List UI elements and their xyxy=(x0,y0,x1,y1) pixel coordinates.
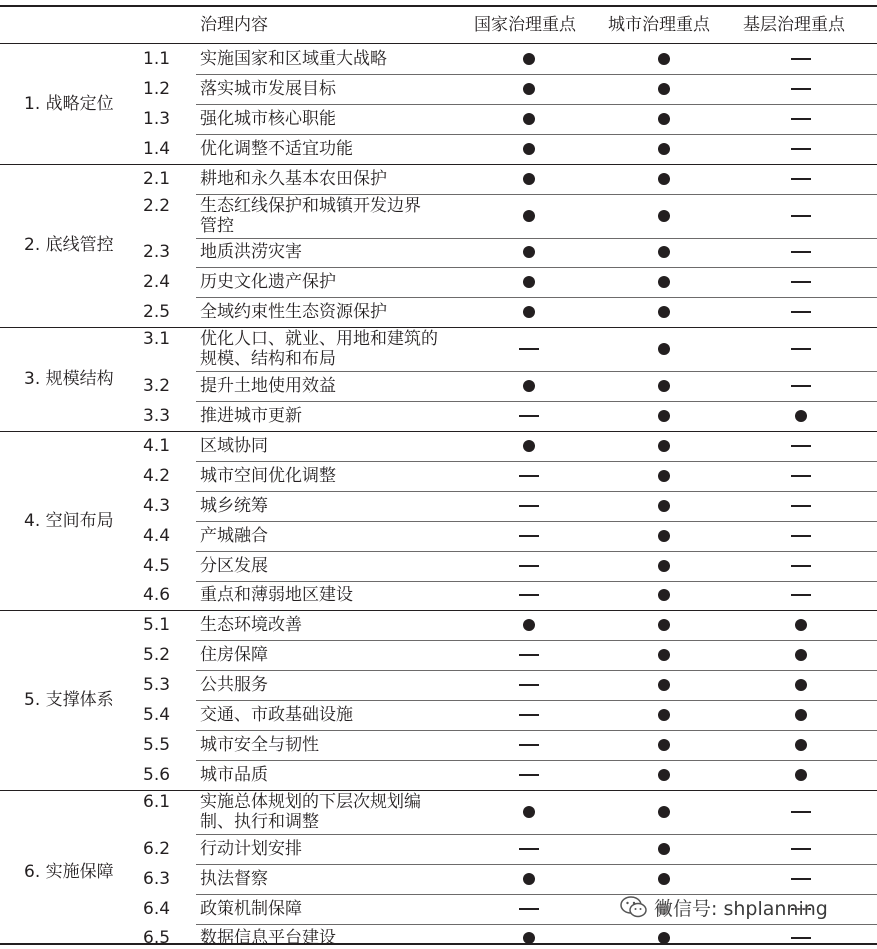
row-number: 4.2 xyxy=(143,465,171,486)
group-label: 2. 底线管控 xyxy=(24,235,114,256)
not-applicable-dash-national xyxy=(514,499,544,513)
not-applicable-dash-grassroots xyxy=(786,142,816,156)
row-number: 3.3 xyxy=(143,406,171,427)
dot-mark xyxy=(658,649,670,661)
row-number: 4.6 xyxy=(143,585,171,606)
row-divider xyxy=(196,238,877,239)
dash-mark xyxy=(791,281,811,283)
dot-mark xyxy=(658,470,670,482)
dash-mark xyxy=(791,385,811,387)
not-applicable-dash-national xyxy=(514,469,544,483)
focus-dot-national xyxy=(514,439,544,453)
dash-mark xyxy=(791,251,811,253)
dot-mark xyxy=(523,210,535,222)
row-divider xyxy=(196,297,877,298)
dash-mark xyxy=(791,148,811,150)
focus-dot-city xyxy=(649,738,679,752)
focus-dot-grassroots xyxy=(786,738,816,752)
dash-mark xyxy=(519,908,539,910)
row-divider xyxy=(196,401,877,402)
row-content: 执法督察 xyxy=(200,868,268,889)
dot-mark xyxy=(658,769,670,781)
row-number: 6.5 xyxy=(143,928,171,949)
top-rule xyxy=(0,5,877,7)
focus-dot-city xyxy=(649,708,679,722)
focus-dot-city xyxy=(649,872,679,886)
not-applicable-dash-grassroots xyxy=(786,931,816,945)
group-divider xyxy=(0,790,877,791)
group-label: 5. 支撑体系 xyxy=(24,690,114,711)
focus-dot-city xyxy=(649,142,679,156)
row-content: 实施总体规划的下层次规划编 xyxy=(200,791,421,812)
not-applicable-dash-national xyxy=(514,842,544,856)
not-applicable-dash-grassroots xyxy=(786,842,816,856)
not-applicable-dash-national xyxy=(514,902,544,916)
focus-dot-grassroots xyxy=(786,648,816,662)
focus-dot-national xyxy=(514,82,544,96)
focus-dot-city xyxy=(649,529,679,543)
dash-mark xyxy=(519,684,539,686)
not-applicable-dash-grassroots xyxy=(786,379,816,393)
dot-mark xyxy=(658,113,670,125)
row-number: 1.1 xyxy=(143,48,171,69)
dot-mark xyxy=(658,143,670,155)
not-applicable-dash-national xyxy=(514,648,544,662)
not-applicable-dash-grassroots xyxy=(786,172,816,186)
not-applicable-dash-national xyxy=(514,409,544,423)
row-divider xyxy=(196,521,877,522)
row-number: 4.4 xyxy=(143,525,171,546)
row-content: 提升土地使用效益 xyxy=(200,376,336,397)
row-number: 6.1 xyxy=(143,791,171,812)
not-applicable-dash-national xyxy=(514,588,544,602)
not-applicable-dash-grassroots xyxy=(786,469,816,483)
dot-mark xyxy=(795,679,807,691)
dash-mark xyxy=(519,505,539,507)
row-content: 落实城市发展目标 xyxy=(200,78,336,99)
row-divider xyxy=(196,461,877,462)
not-applicable-dash-grassroots xyxy=(786,872,816,886)
not-applicable-dash-grassroots xyxy=(786,305,816,319)
row-content: 优化调整不适宜功能 xyxy=(200,138,353,159)
row-content: 城乡统筹 xyxy=(200,495,268,516)
row-divider xyxy=(196,640,877,641)
focus-dot-national xyxy=(514,209,544,223)
focus-dot-national xyxy=(514,931,544,945)
dot-mark xyxy=(523,932,535,944)
row-content: 行动计划安排 xyxy=(200,838,302,859)
dash-mark xyxy=(519,654,539,656)
focus-dot-national xyxy=(514,872,544,886)
row-divider xyxy=(196,371,877,372)
group-divider xyxy=(0,164,877,165)
dash-mark xyxy=(791,505,811,507)
not-applicable-dash-grassroots xyxy=(786,529,816,543)
row-number: 1.3 xyxy=(143,108,171,129)
dot-mark xyxy=(658,440,670,452)
dot-mark xyxy=(523,143,535,155)
focus-dot-national xyxy=(514,379,544,393)
focus-dot-national xyxy=(514,245,544,259)
group-divider xyxy=(0,431,877,432)
not-applicable-dash-grassroots xyxy=(786,245,816,259)
dot-mark xyxy=(658,806,670,818)
bottom-rule xyxy=(0,943,877,945)
focus-dot-city xyxy=(649,172,679,186)
row-content: 耕地和永久基本农田保护 xyxy=(200,168,387,189)
row-content-line2: 管控 xyxy=(200,215,234,236)
row-divider xyxy=(196,670,877,671)
dash-mark xyxy=(519,594,539,596)
header-grassroots: 基层治理重点 xyxy=(743,15,845,35)
dot-mark xyxy=(658,343,670,355)
row-number: 5.6 xyxy=(143,764,171,785)
row-number: 5.1 xyxy=(143,615,171,636)
watermark-text: 微信号: shplanning xyxy=(654,898,828,920)
focus-dot-grassroots xyxy=(786,708,816,722)
row-number: 5.5 xyxy=(143,734,171,755)
row-number: 5.3 xyxy=(143,675,171,696)
row-content: 重点和薄弱地区建设 xyxy=(200,585,353,606)
dot-mark xyxy=(523,276,535,288)
focus-dot-city xyxy=(649,112,679,126)
focus-dot-national xyxy=(514,112,544,126)
not-applicable-dash-national xyxy=(514,342,544,356)
focus-dot-grassroots xyxy=(786,618,816,632)
group-label: 4. 空间布局 xyxy=(24,510,114,531)
row-content: 政策机制保障 xyxy=(200,898,302,919)
dash-mark xyxy=(791,848,811,850)
dash-mark xyxy=(791,535,811,537)
not-applicable-dash-grassroots xyxy=(786,499,816,513)
row-content: 地质洪涝灾害 xyxy=(200,242,302,263)
row-number: 1.2 xyxy=(143,78,171,99)
focus-dot-city xyxy=(649,305,679,319)
dot-mark xyxy=(658,246,670,258)
dot-mark xyxy=(658,210,670,222)
focus-dot-city xyxy=(649,209,679,223)
not-applicable-dash-grassroots xyxy=(786,439,816,453)
focus-dot-national xyxy=(514,805,544,819)
dot-mark xyxy=(658,560,670,572)
row-content: 分区发展 xyxy=(200,555,268,576)
dot-mark xyxy=(795,410,807,422)
dash-mark xyxy=(519,565,539,567)
focus-dot-national xyxy=(514,275,544,289)
dot-mark xyxy=(658,679,670,691)
dot-mark xyxy=(658,843,670,855)
group-label: 3. 规模结构 xyxy=(24,369,114,390)
dash-mark xyxy=(791,594,811,596)
focus-dot-city xyxy=(649,842,679,856)
row-number: 5.2 xyxy=(143,645,171,666)
dash-mark xyxy=(791,811,811,813)
group-divider xyxy=(0,610,877,611)
row-divider xyxy=(196,134,877,135)
dash-mark xyxy=(519,415,539,417)
row-divider xyxy=(196,74,877,75)
row-divider xyxy=(196,834,877,835)
row-content: 数据信息平台建设 xyxy=(200,928,336,949)
not-applicable-dash-national xyxy=(514,529,544,543)
dash-mark xyxy=(519,848,539,850)
focus-dot-city xyxy=(649,931,679,945)
dot-mark xyxy=(658,53,670,65)
row-divider xyxy=(196,864,877,865)
dot-mark xyxy=(523,380,535,392)
row-divider xyxy=(196,194,877,195)
focus-dot-city xyxy=(649,82,679,96)
row-number: 2.4 xyxy=(143,272,171,293)
focus-dot-national xyxy=(514,52,544,66)
dash-mark xyxy=(519,475,539,477)
focus-dot-city xyxy=(649,379,679,393)
row-content: 全域约束性生态资源保护 xyxy=(200,302,387,323)
dot-mark xyxy=(523,83,535,95)
focus-dot-city xyxy=(649,439,679,453)
focus-dot-city xyxy=(649,618,679,632)
dot-mark xyxy=(658,873,670,885)
dash-mark xyxy=(519,348,539,350)
row-divider xyxy=(196,760,877,761)
not-applicable-dash-grassroots xyxy=(786,52,816,66)
focus-dot-national xyxy=(514,305,544,319)
not-applicable-dash-grassroots xyxy=(786,82,816,96)
dash-mark xyxy=(519,744,539,746)
dash-mark xyxy=(791,88,811,90)
focus-dot-national xyxy=(514,142,544,156)
row-number: 4.3 xyxy=(143,495,171,516)
dot-mark xyxy=(523,246,535,258)
not-applicable-dash-national xyxy=(514,678,544,692)
not-applicable-dash-grassroots xyxy=(786,275,816,289)
dash-mark xyxy=(519,535,539,537)
dot-mark xyxy=(523,619,535,631)
focus-dot-grassroots xyxy=(786,678,816,692)
dot-mark xyxy=(658,276,670,288)
dash-mark xyxy=(791,878,811,880)
row-divider xyxy=(196,700,877,701)
focus-dot-city xyxy=(649,275,679,289)
focus-dot-national xyxy=(514,172,544,186)
row-divider xyxy=(196,267,877,268)
row-divider xyxy=(196,491,877,492)
row-number: 6.3 xyxy=(143,868,171,889)
row-number: 6.4 xyxy=(143,898,171,919)
dot-mark xyxy=(658,589,670,601)
row-content: 实施国家和区域重大战略 xyxy=(200,48,387,69)
row-number: 5.4 xyxy=(143,705,171,726)
not-applicable-dash-national xyxy=(514,768,544,782)
dot-mark xyxy=(658,83,670,95)
row-divider xyxy=(196,730,877,731)
row-content: 交通、市政基础设施 xyxy=(200,705,353,726)
row-content-line2: 制、执行和调整 xyxy=(200,811,319,832)
dot-mark xyxy=(658,932,670,944)
row-content: 生态红线保护和城镇开发边界 xyxy=(200,195,421,216)
row-content: 历史文化遗产保护 xyxy=(200,272,336,293)
row-number: 6.2 xyxy=(143,838,171,859)
watermark xyxy=(620,894,828,923)
focus-dot-city xyxy=(649,805,679,819)
dash-mark xyxy=(791,58,811,60)
dot-mark xyxy=(795,649,807,661)
dot-mark xyxy=(795,709,807,721)
group-label: 6. 实施保障 xyxy=(24,861,114,882)
dot-mark xyxy=(523,173,535,185)
dot-mark xyxy=(523,113,535,125)
group-divider xyxy=(0,327,877,328)
focus-dot-national xyxy=(514,618,544,632)
not-applicable-dash-national xyxy=(514,738,544,752)
row-content: 区域协同 xyxy=(200,435,268,456)
dash-mark xyxy=(791,215,811,217)
focus-dot-city xyxy=(649,559,679,573)
row-content: 优化人口、就业、用地和建筑的 xyxy=(200,329,438,350)
row-content: 城市品质 xyxy=(200,764,268,785)
row-content: 住房保障 xyxy=(200,645,268,666)
group-label: 1. 战略定位 xyxy=(24,93,114,114)
dot-mark xyxy=(523,873,535,885)
dash-mark xyxy=(519,774,539,776)
dot-mark xyxy=(523,806,535,818)
row-divider xyxy=(196,581,877,582)
header-city: 城市治理重点 xyxy=(608,15,710,35)
row-content: 城市安全与韧性 xyxy=(200,734,319,755)
not-applicable-dash-grassroots xyxy=(786,209,816,223)
row-content: 公共服务 xyxy=(200,675,268,696)
row-number: 2.5 xyxy=(143,302,171,323)
row-number: 2.3 xyxy=(143,242,171,263)
dot-mark xyxy=(523,440,535,452)
row-content: 推进城市更新 xyxy=(200,406,302,427)
wechat-icon xyxy=(620,896,648,923)
focus-dot-grassroots xyxy=(786,409,816,423)
row-content: 城市空间优化调整 xyxy=(200,465,336,486)
focus-dot-city xyxy=(649,648,679,662)
focus-dot-city xyxy=(649,342,679,356)
dot-mark xyxy=(658,530,670,542)
focus-dot-city xyxy=(649,768,679,782)
row-divider xyxy=(196,551,877,552)
dot-mark xyxy=(658,410,670,422)
dot-mark xyxy=(795,739,807,751)
header-national: 国家治理重点 xyxy=(474,15,576,35)
dash-mark xyxy=(791,475,811,477)
not-applicable-dash-grassroots xyxy=(786,342,816,356)
row-divider xyxy=(196,104,877,105)
dot-mark xyxy=(658,709,670,721)
dot-mark xyxy=(795,769,807,781)
dash-mark xyxy=(791,118,811,120)
dot-mark xyxy=(658,619,670,631)
header-content: 治理内容 xyxy=(200,15,268,35)
dash-mark xyxy=(791,178,811,180)
dot-mark xyxy=(523,306,535,318)
row-number: 4.5 xyxy=(143,555,171,576)
focus-dot-city xyxy=(649,245,679,259)
dot-mark xyxy=(658,500,670,512)
focus-dot-city xyxy=(649,588,679,602)
row-number: 2.1 xyxy=(143,168,171,189)
focus-dot-city xyxy=(649,499,679,513)
row-content-line2: 规模、结构和布局 xyxy=(200,349,336,370)
dash-mark xyxy=(791,445,811,447)
row-number: 4.1 xyxy=(143,435,171,456)
dot-mark xyxy=(658,173,670,185)
not-applicable-dash-national xyxy=(514,708,544,722)
dash-mark xyxy=(791,311,811,313)
focus-dot-city xyxy=(649,678,679,692)
focus-dot-city xyxy=(649,409,679,423)
dash-mark xyxy=(791,565,811,567)
focus-dot-city xyxy=(649,469,679,483)
row-number: 3.1 xyxy=(143,329,171,350)
dot-mark xyxy=(795,619,807,631)
row-content: 强化城市核心职能 xyxy=(200,108,336,129)
header-rule xyxy=(0,43,877,44)
dash-mark xyxy=(791,937,811,939)
not-applicable-dash-grassroots xyxy=(786,559,816,573)
not-applicable-dash-grassroots xyxy=(786,805,816,819)
row-divider xyxy=(196,924,877,925)
dot-mark xyxy=(658,380,670,392)
not-applicable-dash-grassroots xyxy=(786,588,816,602)
dash-mark xyxy=(791,348,811,350)
not-applicable-dash-grassroots xyxy=(786,112,816,126)
row-number: 2.2 xyxy=(143,195,171,216)
not-applicable-dash-national xyxy=(514,559,544,573)
dot-mark xyxy=(658,739,670,751)
row-content: 产城融合 xyxy=(200,525,268,546)
focus-dot-city xyxy=(649,52,679,66)
dot-mark xyxy=(523,53,535,65)
row-content: 生态环境改善 xyxy=(200,615,302,636)
dot-mark xyxy=(658,306,670,318)
dash-mark xyxy=(519,714,539,716)
row-number: 3.2 xyxy=(143,376,171,397)
row-number: 1.4 xyxy=(143,138,171,159)
focus-dot-grassroots xyxy=(786,768,816,782)
